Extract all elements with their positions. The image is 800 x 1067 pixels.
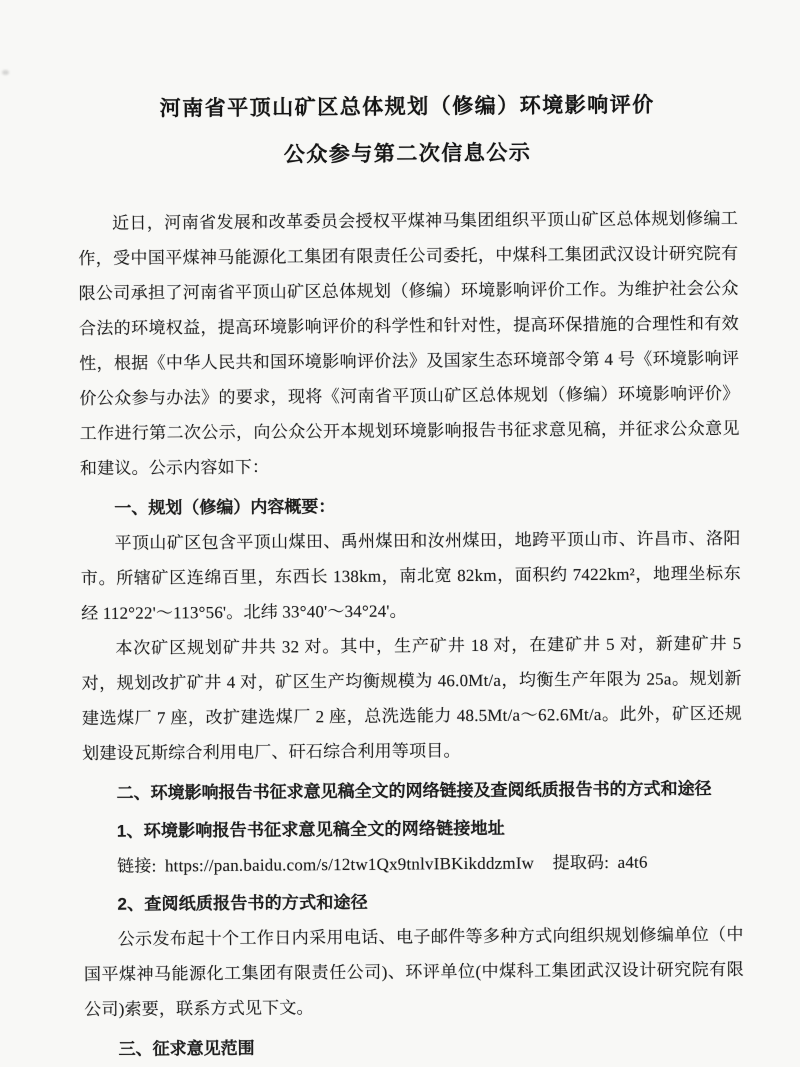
section1-paragraph-1: 平顶山矿区包含平顶山煤田、禹州煤田和汝州煤田，地跨平顶山市、许昌市、洛阳市。所辖矿区连绵百里，东西长 138km，南北宽 82km，面积约 7422km²，地理坐标东经 112°22'～113°56'。北纬 33°40'～34°24'。 — [80, 528, 741, 624]
extraction-code-label: 提取码: — [552, 852, 610, 873]
extraction-code-value: a4t6 — [617, 852, 648, 872]
link-label: 链接: — [117, 856, 157, 876]
document-title-line2: 公众参与第二次信息公示 — [283, 140, 532, 167]
document-title-line1: 河南省平顶山矿区总体规划（修编）环境影响评价 — [159, 92, 655, 121]
section3-heading: 三、征求意见范围 — [118, 1038, 255, 1059]
document-body — [77, 81, 745, 1067]
section1-paragraph-2: 本次矿区规划矿井共 32 对。其中，生产矿井 18 对，在建矿井 5 对，新建矿井 5 对，规划改扩矿井 4 对，矿区生产均衡规模为 46.0Mt/a，均衡生产年限为 25a。规划新建选煤厂 7 座，改扩建选煤厂 2 座，总洗选能力 48.5Mt/a～62.6Mt/a。此外，矿区还规划建设瓦斯综合利用电厂、矸石综合利用等项目。 — [81, 633, 743, 764]
section2-paragraph: 公示发布起十个工作日内采用电话、电子邮件等多种方式向组织规划修编单位（中国平煤神马能源化工集团有限责任公司)、环评单位(中煤科工集团武汉设计研究院有限公司)索要，联系方式见下文。 — [83, 924, 745, 1020]
download-link-line — [83, 844, 743, 884]
section2-heading: 二、环境影响报告书征求意见稿全文的网络链接及查阅纸质报告书的方式和途径 — [116, 779, 712, 803]
intro-paragraph: 近日，河南省发展和改革委员会授权平煤神马集团组织平顶山矿区总体规划修编工作，受中国平煤神马能源化工集团有限责任公司委托，中煤科工集团武汉设计研究院有限公司承担了河南省平顶山矿区总体规划（修编）环境影响评价工作。为维护社会公众合法的环境权益，提高环境影响评价的科学性和针对性，提高环保措施的合理性和有效性，根据《中华人民共和国环境影响评价法》及国家生态环境部令第 4 号《环境影响评价公众参与办法》的要求，现将《河南省平顶山矿区总体规划（修编）环境影响评价》工作进行第二次公示，向公众公开本规划环境影响报告书征求意见稿，并征求公众意见和建议。公示内容如下： — [78, 208, 740, 479]
link-url: https://pan.baidu.com/s/12tw1Qx9tnlvIBKikddzmIw — [164, 853, 535, 876]
section2-subitem-2: 2、查阅纸质报告书的方式和途径 — [117, 892, 368, 914]
document-title — [77, 81, 738, 180]
section1-heading: 一、规划（修编）内容概要： — [114, 497, 336, 518]
scan-smudge — [2, 70, 9, 75]
section2-subitem-1: 1、环境影响报告书征求意见稿全文的网络链接地址 — [116, 818, 505, 841]
